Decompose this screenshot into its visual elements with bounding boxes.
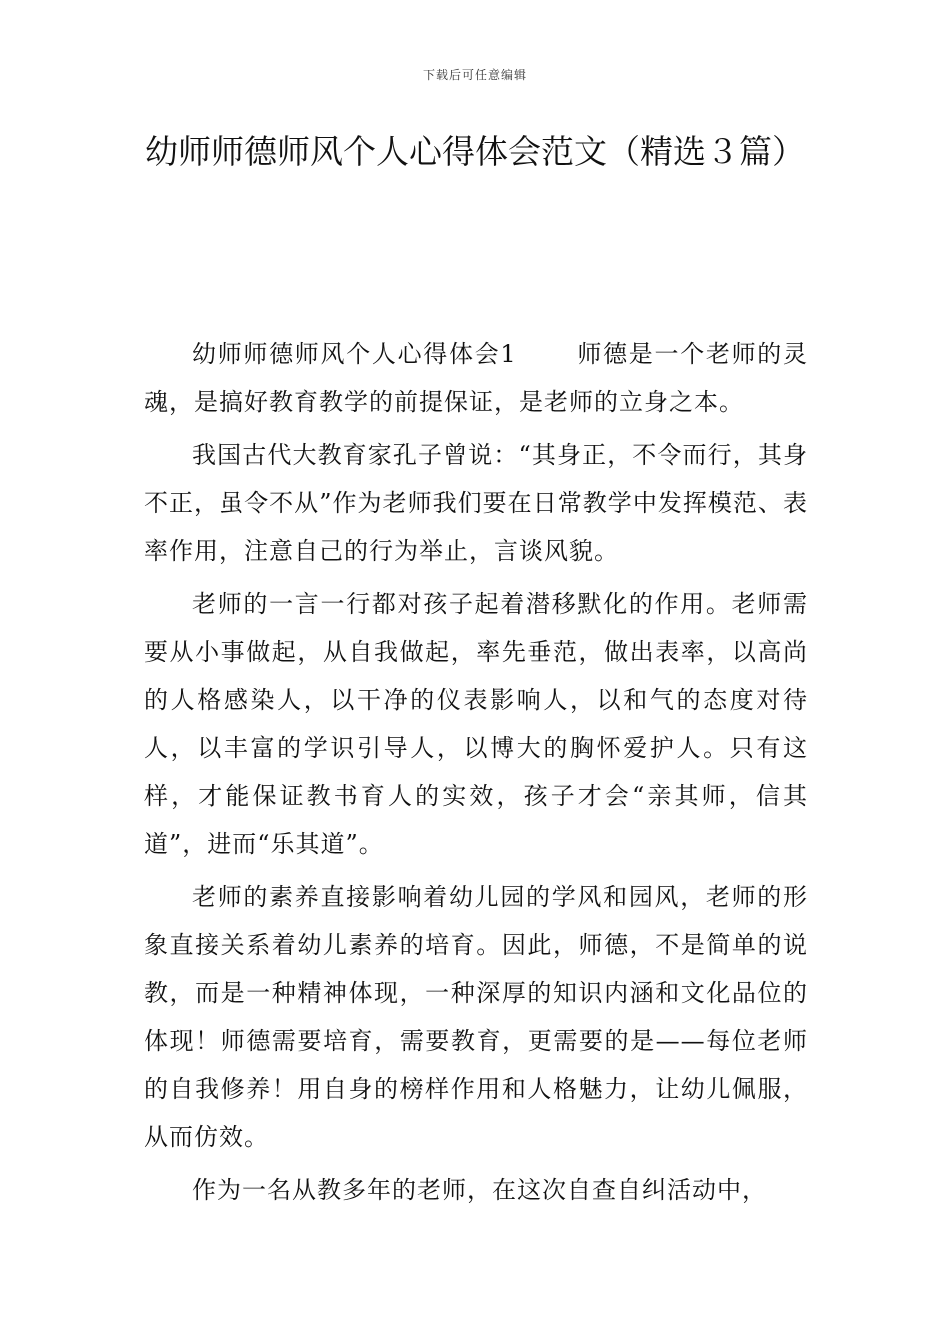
paragraph-3: 老师的一言一行都对孩子起着潜移默化的作用。老师需要从小事做起，从自我做起，率先垂范，做出表率，以高尚的人格感染人，以干净的仪表影响人，以和气的态度对待人，以丰富的学识引导人，以博大的胸怀爱护人。只有这样，才能保证教书育人的实效，孩子才会“亲其师，信其道”，进而“乐其道”。 xyxy=(144,590,808,858)
paragraph-1 xyxy=(144,330,808,426)
paragraph-5: 作为一名从教多年的老师，在这次自查自纠活动中， xyxy=(192,1176,767,1204)
document-title: 幼师师德师风个人心得体会范文（精选３篇） xyxy=(145,132,805,171)
header-note: 下载后可任意编辑 xyxy=(422,68,527,82)
section-label: 幼师师德师风个人心得体会1 xyxy=(192,340,517,368)
paragraph-2: 我国古代大教育家孔子曾说：“其身正，不令而行，其身不正，虽令不从”作为老师我们要在日常教学中发挥模范、表率作用，注意自己的行为举止，言谈风貌。 xyxy=(144,441,808,565)
paragraph-1-text: 师德是一个老师的灵魂，是搞好教育教学的前提保证，是老师的立身之本。 xyxy=(144,340,808,416)
paragraph-4: 老师的素养直接影响着幼儿园的学风和园风，老师的形象直接关系着幼儿素养的培育。因此，师德，不是简单的说教，而是一种精神体现，一种深厚的知识内涵和文化品位的体现！师德需要培育，需要教育，更需要的是——每位老师的自我修养！用自身的榜样作用和人格魅力，让幼儿佩服，从而仿效。 xyxy=(144,883,808,1151)
document-body xyxy=(144,330,808,1219)
